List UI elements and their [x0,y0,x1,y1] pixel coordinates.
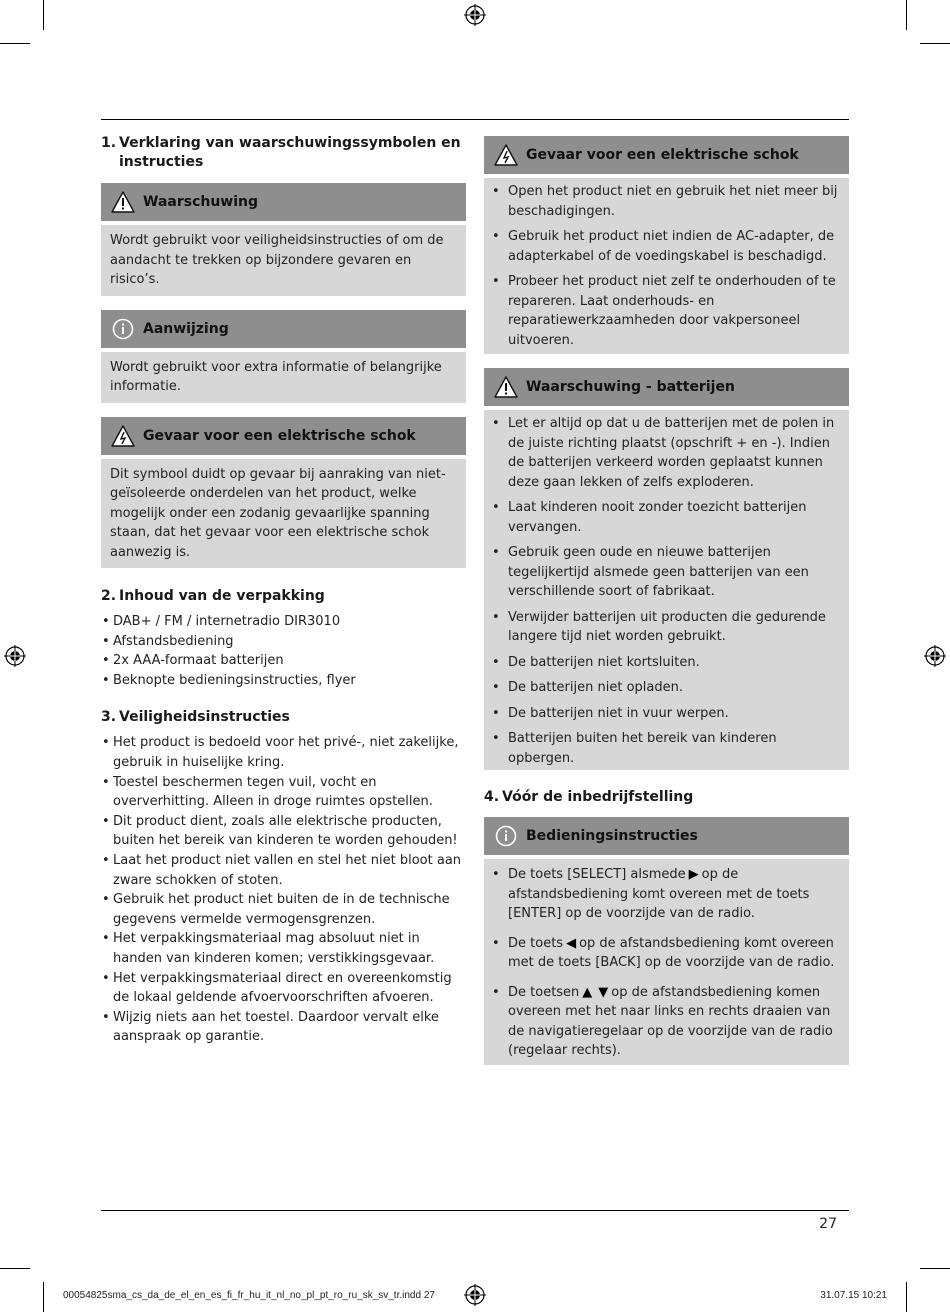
crop-mark [0,43,30,44]
shock-list-box [484,178,849,354]
warning-triangle-icon [111,190,135,214]
section-number: 1. [101,135,117,151]
list-item: • Batterijen buiten het bereik van kinderen opbergen. [492,731,777,766]
battery-list [488,414,841,768]
section-title-text: Verklaring van waarschuwingssymbolen en instructies [119,135,461,170]
battery-warning-title: Waarschuwing - batterijen [526,379,735,395]
top-rule [101,119,849,120]
section-title-text: Veiligheidsinstructies [119,709,290,726]
shock-title: Gevaar voor een elektrische schok [143,427,416,444]
electric-shock-triangle-icon [494,143,518,167]
shock-bar [101,417,466,455]
list-item: • Gebruik het product niet indien de AC-adapter, de adapterkabel of de voedingskabel is beschadigd. [492,229,835,264]
left-column [101,134,466,1047]
list-item: • Verwijder batterijen uit producten die gedurende langere tijd niet worden gebruikt. [492,609,826,644]
crop-mark [920,1268,950,1269]
section-number: 2. [101,588,117,604]
warning-text-box [101,225,466,296]
info-circle-icon [111,317,135,341]
warning-bar [101,183,466,221]
list-item: • Dit product dient, zoals alle elektrische producten, buiten het bereik van kinderen te worden gehouden! [102,813,458,849]
list-item: • De batterijen niet kortsluiten. [492,654,700,670]
list-item: • Toestel beschermen tegen vuil, vocht en oververhitting. Alleen in droge ruimtes opstellen. [102,774,433,810]
list-item: • Het verpakkingsmateriaal direct en overeenkomstig de lokaal geldende afvoervoorschriften afvoeren. [102,970,452,1006]
list-item: • Open het product niet en gebruik het niet meer bij beschadigingen. [492,184,838,219]
shock-text-box [101,459,466,569]
package-contents-list [101,612,466,690]
registration-mark-icon [464,4,486,26]
section-2-title [101,587,466,606]
list-item: • De batterijen niet opladen. [492,680,683,695]
note-text: Wordt gebruikt voor extra informatie of belangrijke informatie. [110,359,442,394]
list-item: • Gebruik geen oude en nieuwe batterijen tegelijkertijd alsmede geen batterijen van een verschillende soort of fabrikaat. [492,545,809,599]
list-item: • Let er altijd op dat u de batterijen met de polen in de juiste richting plaatst (opschrift + en -). Indien de batterijen verkeerd worden geplaatst kunnen deze gaan lekken of zelfs exploderen. [492,416,835,490]
list-item: • Probeer het product niet zelf te onderhouden of te repareren. Laat onderhouds- en reparatiewerkzaamheden door vakpersoneel uitvoeren. [492,274,836,348]
section-title-text: Inhoud van de verpakking [119,588,325,604]
shock-list [488,182,841,350]
registration-mark-icon [464,1284,486,1306]
list-item: • DAB+ / FM / internetradio DIR3010 [102,614,341,629]
left-arrow-icon: ◀ [566,935,577,951]
right-column [484,136,849,1065]
electric-shock-triangle-icon [111,424,135,448]
registration-mark-icon [924,645,946,667]
section-1-title [101,134,466,172]
shock-text: Dit symbool duidt op gevaar bij aanraking van niet-geïsoleerde onderdelen van het product, welke mogelijk onder een zodanig gevaarlijke spanning staan, dat het gevaar voor een elektrische schok aanwezig is. [110,466,446,560]
shock-bar [484,136,849,174]
section-4-title [484,788,849,807]
warning-triangle-icon [494,375,518,399]
list-item: • Wijzig niets aan het toestel. Daardoor vervalt elke aanspraak op garantie. [102,1009,439,1045]
shock-title: Gevaar voor een elektrische schok [526,147,799,163]
list-item: • Het verpakkingsmateriaal mag absoluut niet in handen van kinderen komen; verstikkingsgevaar. [102,931,435,966]
safety-list [101,733,466,1047]
note-bar [101,310,466,348]
warning-text: Wordt gebruikt voor veiligheidsinstructies of om de aandacht te trekken op bijzondere gevaren en risico’s. [110,233,444,287]
operating-list-box [484,859,849,1065]
down-arrow-icon: ▼ [598,984,609,1000]
operating-list [488,865,841,1061]
slug-date: 31.07.15 10:21 [820,1290,887,1301]
crop-mark [920,43,950,44]
list-item: • Laat het product niet vallen en stel het niet bloot aan zware schokken of stoten. [102,852,462,888]
registration-mark-icon [4,645,26,667]
note-text-box [101,352,466,403]
note-title: Aanwijzing [143,320,229,337]
warning-title: Waarschuwing [143,194,259,210]
section-number: 3. [101,709,117,726]
section-title-text: Vóór de inbedrijfstelling [502,789,694,805]
page-number: 27 [819,1216,837,1232]
operating-instructions-title: Bedieningsinstructies [526,828,698,844]
right-arrow-icon: ▶ [688,867,699,882]
battery-list-box [484,410,849,770]
list-item: • Het product is bedoeld voor het privé-, niet zakelijke, gebruik in huiselijke kring. [102,735,459,770]
list-item: • De toets ◀ op de afstandsbediening komt overeen met de toets [BACK] op de voorzijde van de radio. [492,935,835,970]
crop-mark [906,1282,907,1312]
section-3-title [101,708,466,727]
list-item: • De batterijen niet in vuur werpen. [492,705,729,721]
list-item: • De toets [SELECT] alsmede ▶ op de afstandsbediening komt overeen met de toets [ENTER] op de voorzijde van de radio. [492,867,810,921]
crop-mark [906,0,907,30]
up-arrow-icon: ▲ [582,984,593,1000]
list-item: • 2x AAA-formaat batterijen [102,653,284,669]
operating-instructions-bar [484,817,849,855]
list-item: • Afstandsbediening [102,633,234,649]
bottom-rule [101,1210,849,1211]
list-item: • Laat kinderen nooit zonder toezicht batterijen vervangen. [492,500,807,535]
crop-mark [0,1268,30,1269]
crop-mark [43,0,44,30]
list-item: • Gebruik het product niet buiten de in de technische gegevens vermelde vermogensgrenzen. [102,892,450,927]
battery-warning-bar [484,368,849,406]
list-item: • De toetsen ▲ ▼ op de afstandsbediening komen overeen met het naar links en rechts draaien van de navigatieregelaar op de voorzijde van de radio (regelaar rechts). [492,984,833,1058]
crop-mark [43,1282,44,1312]
list-item: • Beknopte bedieningsinstructies, flyer [102,672,356,688]
info-circle-icon [494,824,518,848]
slug-filename: 00054825sma_cs_da_de_el_en_es_fi_fr_hu_it_nl_no_pl_pt_ro_ru_sk_sv_tr.indd 27 [63,1290,435,1301]
section-number: 4. [484,789,500,805]
